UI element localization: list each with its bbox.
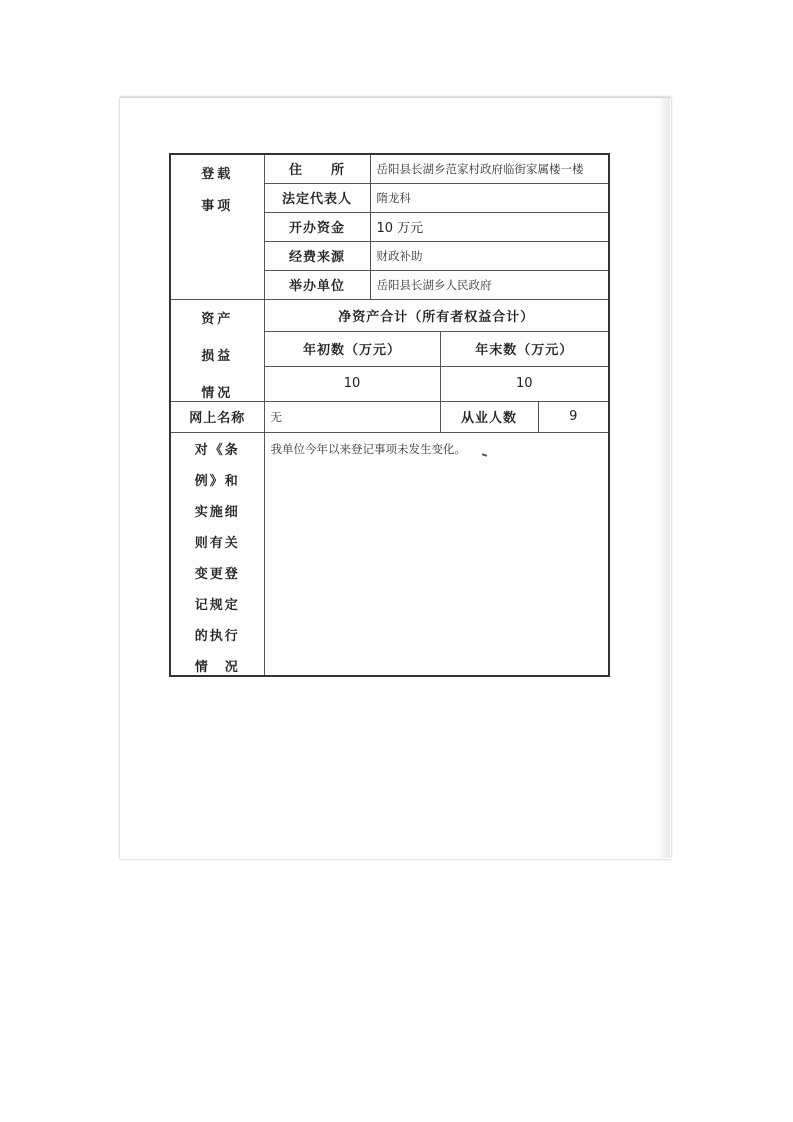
year-end-header: 年末数（万元） xyxy=(440,332,609,367)
funding-value: 财政补助 xyxy=(370,241,609,270)
section-label-line: 例》和 xyxy=(194,473,240,489)
year-start-header: 年初数（万元） xyxy=(264,332,440,367)
net-assets-header: 净资产合计（所有者权益合计） xyxy=(264,299,609,332)
section-label-line: 记规定 xyxy=(194,597,240,613)
staff-count-label: 从业人数 xyxy=(440,401,538,432)
assets-section-label xyxy=(170,299,264,401)
registration-form-table xyxy=(169,153,610,677)
funding-label: 经费来源 xyxy=(264,241,370,270)
section-label-line: 则有关 xyxy=(194,535,240,551)
residence-value: 岳阳县长湖乡范家村政府临街家属楼一楼 xyxy=(370,154,609,183)
year-end-value: 10 xyxy=(440,366,609,401)
year-start-value: 10 xyxy=(264,366,440,401)
section-label-line: 情 况 xyxy=(194,659,240,675)
section-label-line: 对《条 xyxy=(194,442,240,458)
section-label-line: 的执行 xyxy=(194,628,240,644)
staff-count-value: 9 xyxy=(538,401,609,432)
scan-shadow-edge xyxy=(660,98,670,858)
sponsor-value: 岳阳县长湖乡人民政府 xyxy=(370,270,609,299)
residence-label: 住 所 xyxy=(264,154,370,183)
rules-section-label xyxy=(170,432,264,676)
section-label-line: 实施细 xyxy=(194,504,240,520)
section-label-line: 情况 xyxy=(201,385,234,401)
online-name-value: 无 xyxy=(264,401,440,432)
sponsor-label: 举办单位 xyxy=(264,270,370,299)
section-label-line: 资产 xyxy=(201,311,234,327)
section-label-line: 变更登 xyxy=(194,566,240,582)
legal-rep-value: 隋龙科 xyxy=(370,183,609,212)
legal-rep-label: 法定代表人 xyxy=(264,183,370,212)
online-name-label: 网上名称 xyxy=(170,401,264,432)
section-label-line: 损益 xyxy=(201,348,234,364)
section-label-line: 事项 xyxy=(201,199,234,214)
capital-label: 开办资金 xyxy=(264,212,370,241)
registration-section-label xyxy=(170,154,264,299)
capital-value: 10 万元 xyxy=(370,212,609,241)
section-label-line: 登载 xyxy=(201,167,234,182)
rules-statement: 我单位今年以来登记事项未发生变化。 xyxy=(264,432,609,676)
